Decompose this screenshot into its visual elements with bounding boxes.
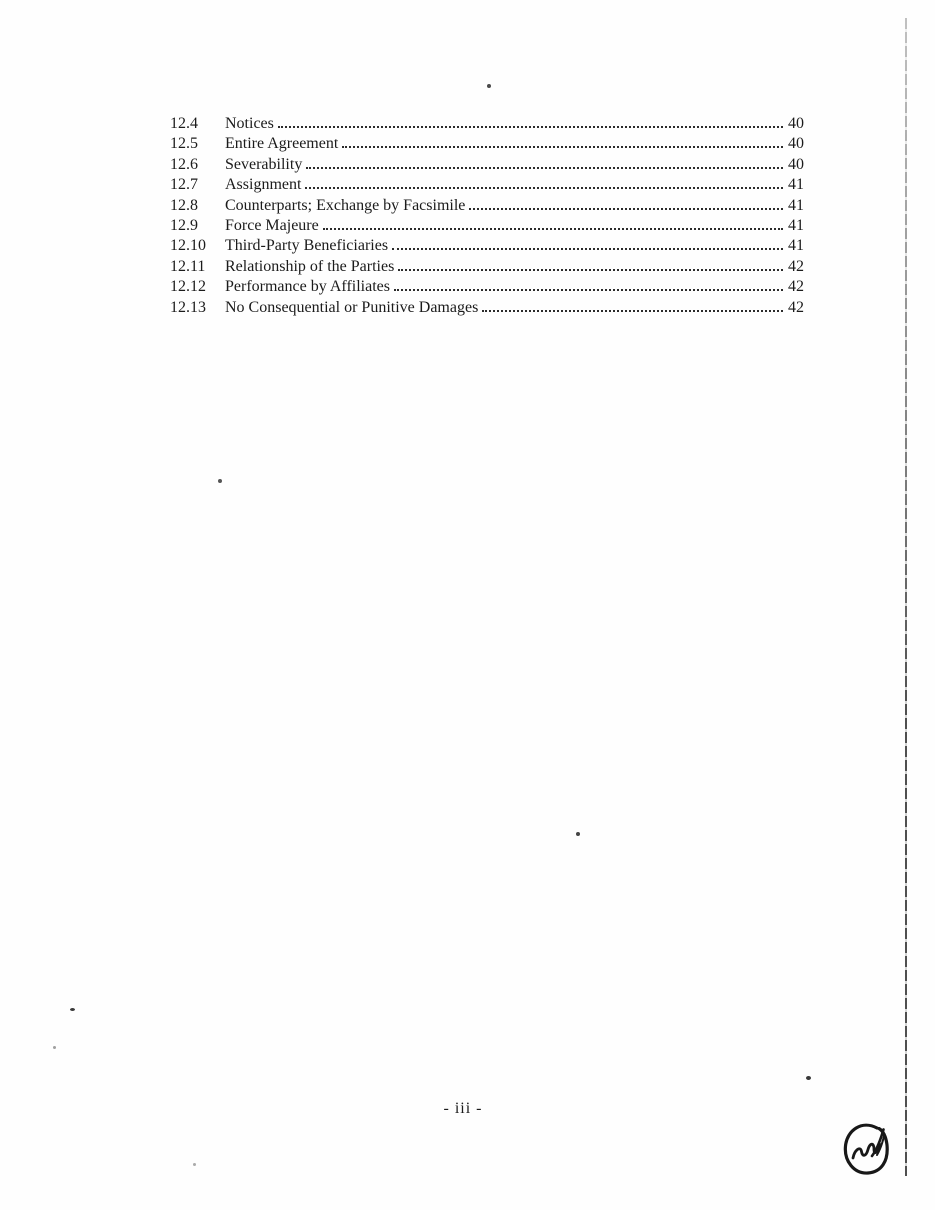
toc-leader-dots — [392, 236, 783, 250]
toc-leader-dots — [469, 196, 783, 210]
toc-page-number: 40 — [788, 155, 804, 173]
toc-section-title: Force Majeure — [225, 216, 319, 234]
scan-noise-speck — [193, 1163, 196, 1166]
toc-section-number: 12.10 — [170, 237, 206, 255]
toc-leader-dots — [342, 134, 783, 148]
toc-page-number: 42 — [788, 278, 804, 296]
toc-page-number: 41 — [788, 176, 804, 194]
toc-section-title: Counterparts; Exchange by Facsimile — [225, 196, 466, 214]
toc-page-number: 40 — [788, 115, 804, 132]
toc-page-number: 40 — [788, 135, 804, 153]
scan-noise-speck — [70, 1008, 75, 1011]
page-number-footer: - iii - — [443, 1100, 483, 1117]
toc-section-title: Performance by Affiliates — [225, 278, 390, 296]
toc-section-title: Relationship of the Parties — [225, 257, 395, 275]
toc-section-number: 12.9 — [170, 216, 198, 234]
toc-section-number: 12.8 — [170, 196, 198, 214]
toc-leader-dots — [482, 298, 783, 312]
toc-leader-dots — [323, 216, 783, 230]
toc-page-number: 41 — [788, 196, 804, 214]
handwritten-initials-scribble-icon — [841, 1121, 891, 1177]
toc-entry — [170, 175, 804, 195]
scan-noise-speck — [806, 1076, 811, 1080]
toc-page-number: 41 — [788, 237, 804, 255]
toc-section-number: 12.12 — [170, 278, 206, 296]
toc-page-number: 42 — [788, 298, 804, 316]
toc-entry — [170, 114, 804, 134]
toc-section-number: 12.7 — [170, 176, 198, 194]
toc-section-title: Third-Party Beneficiaries — [225, 237, 389, 255]
toc-section-title: Notices — [225, 115, 274, 132]
toc-leader-dots — [306, 155, 783, 169]
toc-entry — [170, 277, 804, 297]
toc-leader-dots — [398, 257, 783, 271]
toc-entry — [170, 257, 804, 277]
toc-entry — [170, 236, 804, 256]
toc-section-number: 12.5 — [170, 135, 198, 153]
toc-entry — [170, 155, 804, 175]
toc-entry — [170, 134, 804, 154]
toc-section-title: Entire Agreement — [225, 135, 339, 153]
scan-artifact-vertical-line — [905, 18, 907, 1176]
toc-section-title: No Consequential or Punitive Damages — [225, 298, 479, 316]
toc-section-title: Severability — [225, 155, 303, 173]
toc-entry — [170, 196, 804, 216]
scan-noise-speck — [576, 832, 580, 836]
table-of-contents — [170, 114, 804, 318]
toc-leader-dots — [394, 277, 783, 291]
scan-noise-speck — [218, 479, 222, 483]
toc-leader-dots — [278, 114, 783, 128]
toc-entry — [170, 216, 804, 236]
toc-entry — [170, 298, 804, 318]
scan-noise-speck — [487, 84, 491, 88]
toc-section-number: 12.4 — [170, 115, 198, 132]
toc-page-number: 41 — [788, 216, 804, 234]
toc-section-number: 12.11 — [170, 257, 206, 275]
scan-noise-speck — [53, 1046, 56, 1049]
toc-leader-dots — [305, 175, 783, 189]
toc-section-number: 12.13 — [170, 298, 206, 316]
toc-section-number: 12.6 — [170, 155, 198, 173]
toc-page-number: 42 — [788, 257, 804, 275]
toc-section-title: Assignment — [225, 176, 302, 194]
